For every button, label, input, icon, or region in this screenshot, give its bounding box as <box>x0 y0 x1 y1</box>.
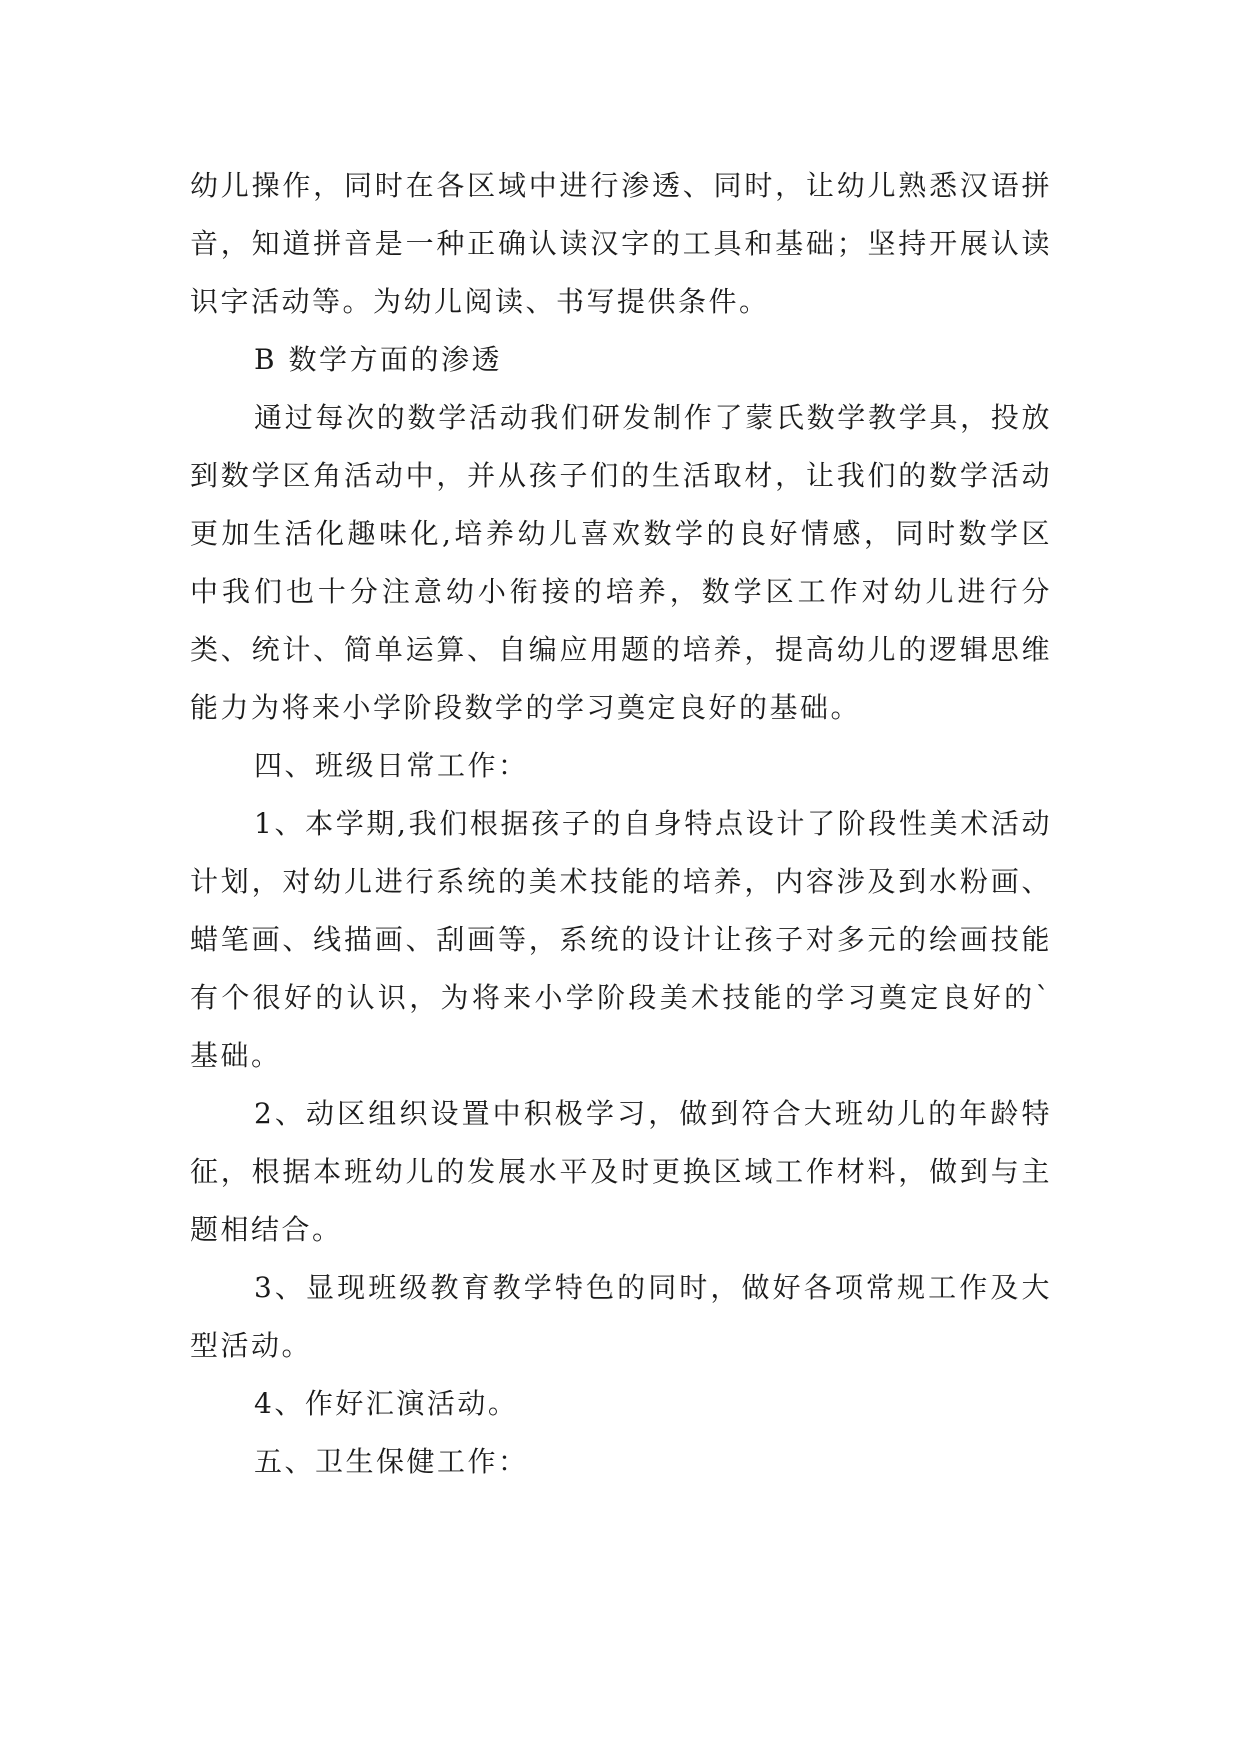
heading-math-penetration: B 数学方面的渗透 <box>254 343 502 376</box>
paragraph-math-activities: 通过每次的数学活动我们研发制作了蒙氏数学教学具，投放到数学区角活动中，并从孩子们的生活取材，让我们的数学活动更加生活化趣味化,培养幼儿喜欢数学的良好情感，同时数学区中我们也十分注意幼小衔接的培养，数学区工作对幼儿进行分类、统计、简单运算、自编应用题的培养，提高幼儿的逻辑思维能力为将来小学阶段数学的学习奠定良好的基础。 <box>190 401 1052 724</box>
paragraph-item-3-class-features: 3、显现班级教育教学特色的同时，做好各项常规工作及大型活动。 <box>190 1271 1052 1362</box>
paragraph-item-4-performance: 4、作好汇演活动。 <box>254 1387 519 1420</box>
document-body <box>190 157 1052 1491</box>
paragraph-language-continued: 幼儿操作，同时在各区域中进行渗透、同时，让幼儿熟悉汉语拼音，知道拼音是一种正确认读汉字的工具和基础；坚持开展认读识字活动等。为幼儿阅读、书写提供条件。 <box>190 169 1052 318</box>
paragraph-item-1-art-plan: 1、本学期,我们根据孩子的自身特点设计了阶段性美术活动计划，对幼儿进行系统的美术技能的培养，内容涉及到水粉画、蜡笔画、线描画、刮画等，系统的设计让孩子对多元的绘画技能有个很好的认识，为将来小学阶段美术技能的学习奠定良好的`基础。 <box>190 807 1052 1072</box>
paragraph-item-2-activity-area: 2、动区组织设置中积极学习，做到符合大班幼儿的年龄特征，根据本班幼儿的发展水平及时更换区域工作材料，做到与主题相结合。 <box>190 1097 1052 1246</box>
heading-class-daily-work: 四、班级日常工作： <box>254 749 529 782</box>
heading-health-care-work: 五、卫生保健工作： <box>254 1445 529 1478</box>
